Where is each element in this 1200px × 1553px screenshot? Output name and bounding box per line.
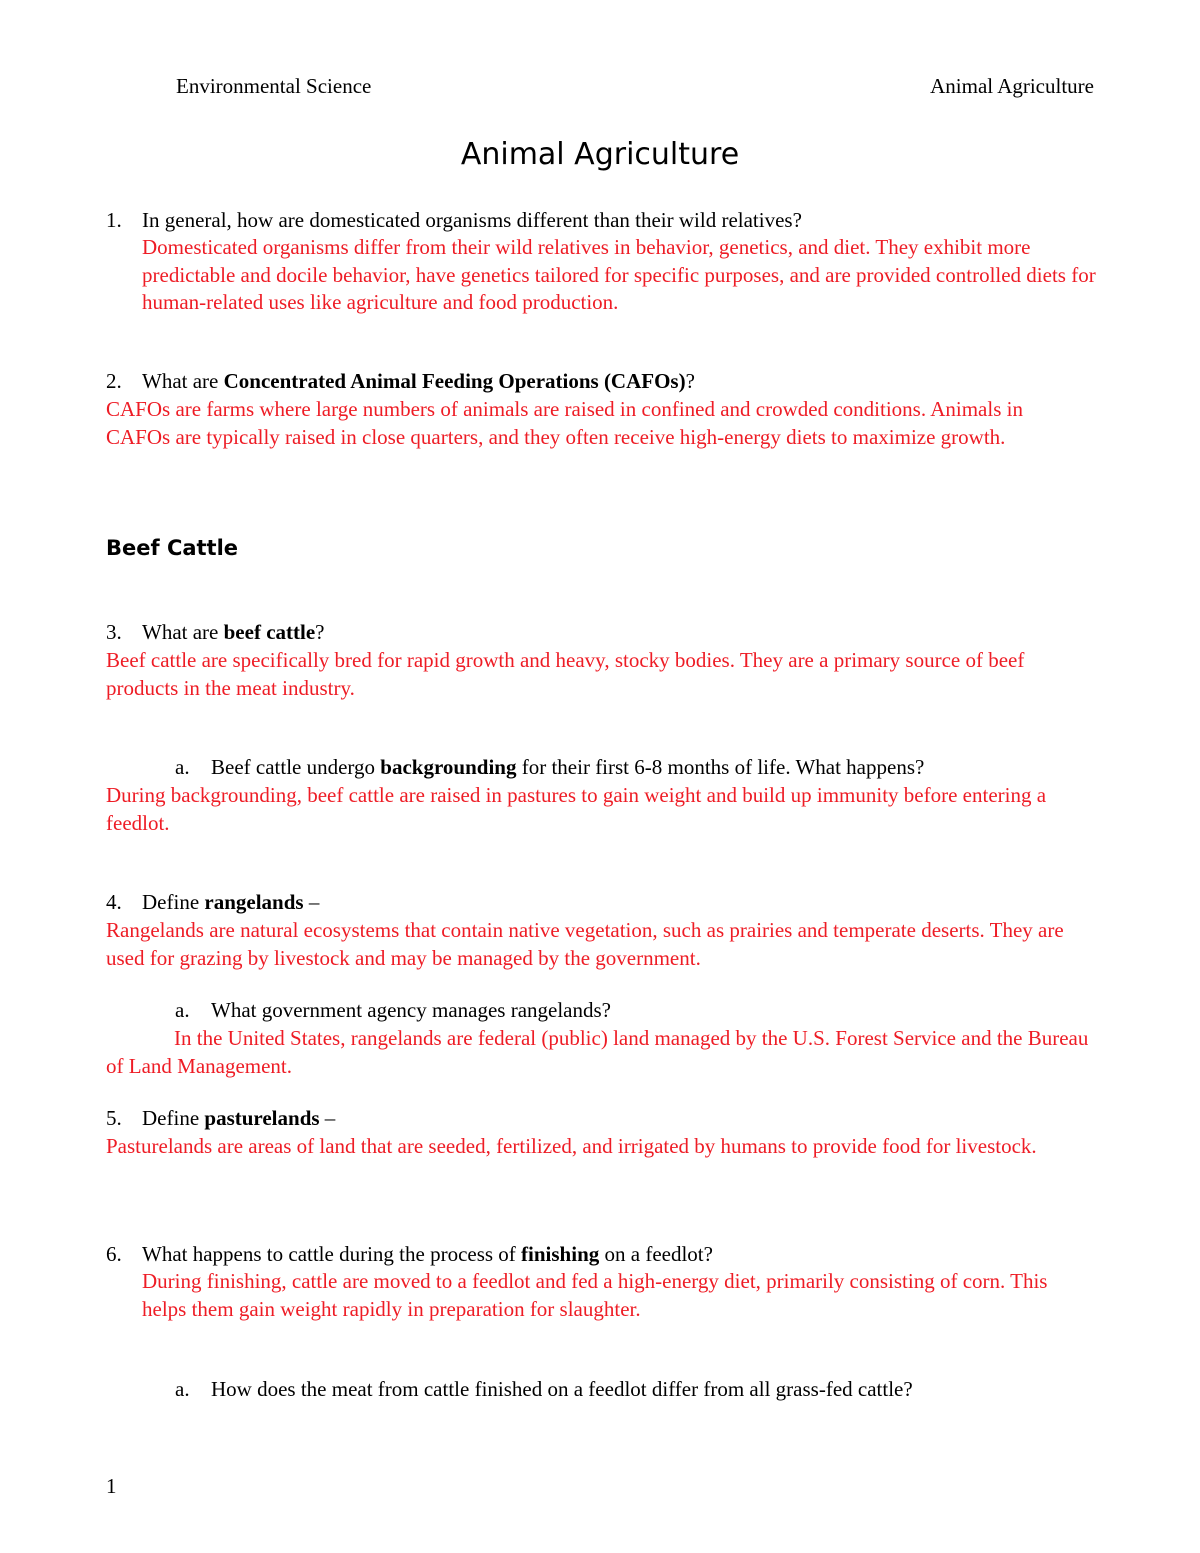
answer-3: Beef cattle are specifically bred for rapid growth and heavy, stocky bodies. They are a primary source of beef products in the meat industry. xyxy=(106,648,1025,700)
question-number: 5. xyxy=(106,1106,122,1130)
question-number: 1. xyxy=(106,208,122,232)
question-number: 3. xyxy=(106,620,122,644)
question-number: 6. xyxy=(106,1242,122,1266)
term-pasturelands: pasturelands xyxy=(204,1106,320,1130)
answer-6: During finishing, cattle are moved to a feedlot and fed a high-energy diet, primarily consisting of corn. This helps them gain weight rapidly in preparation for slaughter. xyxy=(142,1269,1048,1321)
section-heading: Beef Cattle xyxy=(106,536,239,560)
term-beef-cattle: beef cattle xyxy=(223,620,316,644)
page-number: 1 xyxy=(106,1474,117,1498)
question-3: 3. What are beef cattle? xyxy=(106,620,325,644)
answer-4a: In the United States, rangelands are federal (public) land managed by the U.S. Forest Service and the Bureau of Land Management. xyxy=(106,1026,1089,1078)
term-backgrounding: backgrounding xyxy=(380,755,517,779)
answer-2: CAFOs are farms where large numbers of animals are raised in confined and crowded conditions. Animals in CAFOs are typically raised in close quarters, and they often receive high-energy diets to maximize growth. xyxy=(106,397,1023,449)
question-4a xyxy=(175,998,611,1023)
question-text: In general, how are domesticated organisms different than their wild relatives? xyxy=(142,208,802,232)
question-1 xyxy=(106,208,802,233)
question-5: 5. Define pasturelands – xyxy=(106,1106,336,1130)
header-right: Animal Agriculture xyxy=(930,74,1094,98)
question-number: a. xyxy=(175,998,190,1022)
question-6a xyxy=(175,1377,913,1402)
term-rangelands: rangelands xyxy=(204,890,304,914)
question-number: 2. xyxy=(106,369,122,393)
term-finishing: finishing xyxy=(521,1242,600,1266)
answer-1: Domesticated organisms differ from their wild relatives in behavior, genetics, and diet. They exhibit more predictable and docile behavior, have genetics tailored for specific purposes, and are provided controlled diets for human-related uses like agriculture and food production. xyxy=(142,235,1096,314)
question-3a: a. Beef cattle undergo backgrounding for their first 6-8 months of life. What happens? xyxy=(175,755,925,779)
question-2: 2. What are Concentrated Animal Feeding Operations (CAFOs)? xyxy=(106,369,695,393)
question-number: 4. xyxy=(106,890,122,914)
answer-5: Pasturelands are areas of land that are seeded, fertilized, and irrigated by humans to provide food for livestock. xyxy=(106,1134,1037,1158)
question-text: How does the meat from cattle finished on a feedlot differ from all grass-fed cattle? xyxy=(211,1377,913,1401)
question-4: 4. Define rangelands – xyxy=(106,890,320,914)
header-left: Environmental Science xyxy=(176,74,372,98)
term-cafos: Concentrated Animal Feeding Operations (CAFOs) xyxy=(223,369,686,393)
question-number: a. xyxy=(175,755,190,779)
question-text: What government agency manages rangelands? xyxy=(211,998,611,1022)
answer-4: Rangelands are natural ecosystems that contain native vegetation, such as prairies and temperate deserts. They are used for grazing by livestock and may be managed by the government. xyxy=(106,918,1064,970)
question-number: a. xyxy=(175,1377,190,1401)
page-title: Animal Agriculture xyxy=(460,137,740,172)
answer-3a: During backgrounding, beef cattle are raised in pastures to gain weight and build up immunity before entering a feedlot. xyxy=(106,783,1047,835)
question-6: 6. What happens to cattle during the process of finishing on a feedlot? xyxy=(106,1242,713,1266)
